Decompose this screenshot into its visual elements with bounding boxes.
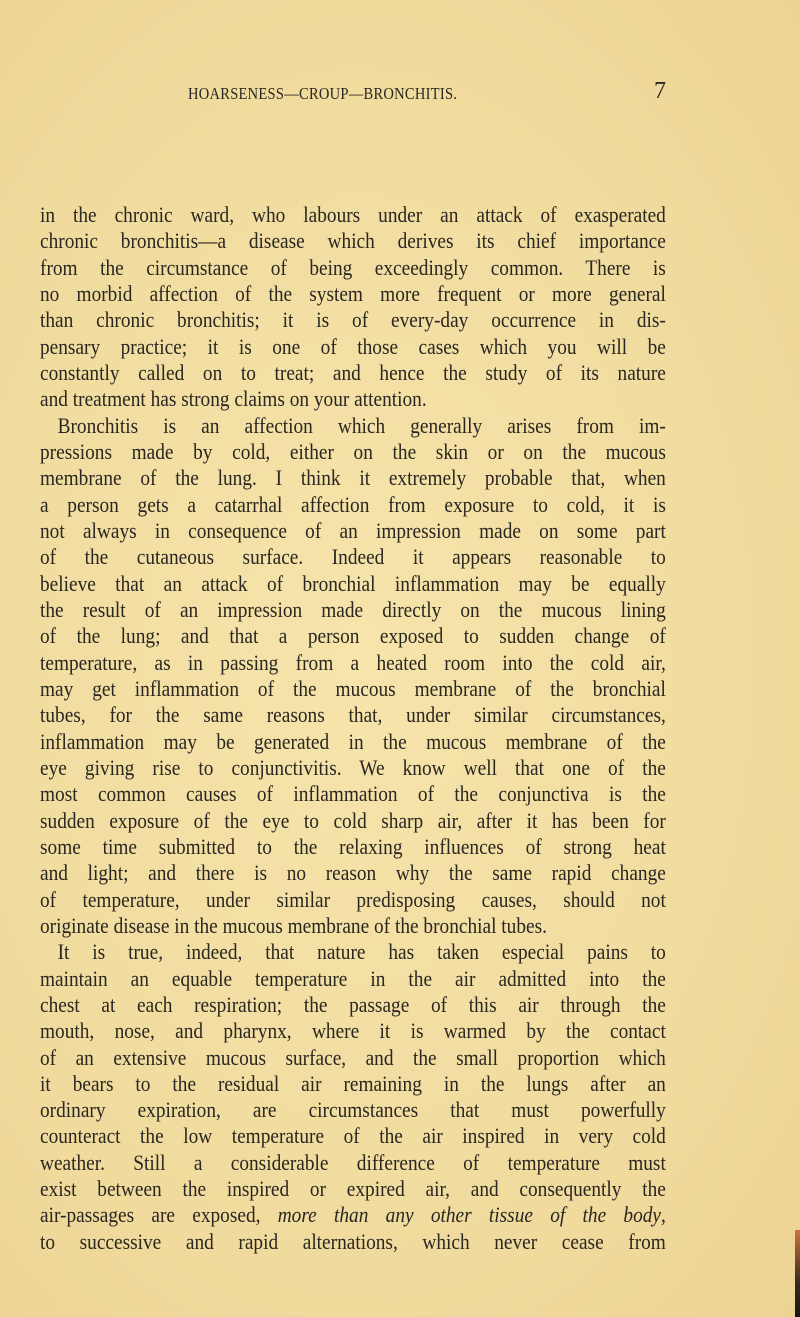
line-text: maintain an equable temperature in the air admitted into the	[40, 965, 666, 991]
text-line-content	[40, 386, 666, 412]
text-line-content	[40, 255, 666, 281]
text-line	[40, 650, 666, 676]
text-line-content	[40, 676, 666, 702]
text-line	[40, 676, 666, 702]
text-line	[40, 1018, 666, 1044]
text-line-content	[40, 939, 666, 965]
text-line	[40, 1150, 666, 1176]
text-line-content	[40, 439, 666, 465]
text-line	[40, 386, 666, 412]
text-line	[40, 623, 666, 649]
text-line	[40, 808, 666, 834]
text-line-content	[40, 518, 666, 544]
text-line-content	[40, 729, 666, 755]
text-line	[40, 1071, 666, 1097]
text-line	[40, 887, 666, 913]
text-line	[40, 255, 666, 281]
body-text	[40, 202, 666, 1255]
text-line	[40, 465, 666, 491]
line-text: weather. Still a considerable difference of temperature must	[40, 1149, 666, 1175]
text-line-content	[40, 992, 666, 1018]
line-text: air-passages are exposed,	[40, 1202, 261, 1228]
text-line-content	[40, 650, 666, 676]
text-line	[40, 966, 666, 992]
text-line	[40, 1045, 666, 1071]
line-text: temperature, as in passing from a heated room into the cold air,	[40, 649, 666, 675]
line-text: and light; and there is no reason why the same rapid change	[40, 860, 666, 886]
line-text: of the cutaneous surface. Indeed it appears reasonable to	[40, 544, 666, 570]
page-header	[0, 78, 800, 108]
text-line-content	[40, 492, 666, 518]
text-line-content	[40, 334, 666, 360]
text-line-content	[40, 966, 666, 992]
text-line	[40, 571, 666, 597]
line-text: the result of an impression made directly on the mucous lining	[40, 596, 666, 622]
text-line	[40, 228, 666, 254]
line-text: Bronchitis is an affection which generally arises from im-	[57, 412, 666, 438]
text-line	[40, 597, 666, 623]
line-text: tubes, for the same reasons that, under similar circumstances,	[40, 702, 666, 728]
text-line-content	[40, 755, 666, 781]
line-text: in the chronic ward, who labours under an attack of exasperated	[40, 202, 666, 227]
text-line	[40, 729, 666, 755]
line-text: to successive and rapid alternations, which never cease from	[40, 1228, 666, 1254]
line-text: a person gets a catarrhal affection from exposure to cold, it is	[40, 491, 666, 517]
text-line-content	[40, 544, 666, 570]
text-line	[40, 307, 666, 333]
text-line-content	[40, 202, 666, 228]
text-line-content	[40, 1202, 666, 1228]
line-text: chest at each respiration; the passage of this air through the	[40, 991, 666, 1017]
text-line	[40, 939, 666, 965]
page-edge	[795, 1230, 800, 1317]
line-text: of temperature, under similar predisposing causes, should not	[40, 886, 666, 912]
text-line-content	[40, 465, 666, 491]
line-text: of an extensive mucous surface, and the small proportion which	[40, 1044, 666, 1070]
running-title: HOARSENESS—CROUP—BRONCHITIS.	[188, 84, 458, 103]
text-line	[40, 413, 666, 439]
page-number: 7	[654, 78, 666, 104]
line-text: chronic bronchitis—a disease which derives its chief importance	[40, 228, 666, 254]
text-line	[40, 281, 666, 307]
text-line	[40, 755, 666, 781]
line-text: originate disease in the mucous membrane of the bronchial tubes.	[40, 912, 547, 938]
text-line	[40, 334, 666, 360]
line-text: eye giving rise to conjunctivitis. We know well that one of the	[40, 754, 666, 780]
line-text: it bears to the residual air remaining in the lungs after an	[40, 1070, 666, 1096]
text-line	[40, 860, 666, 886]
text-line-content	[40, 228, 666, 254]
text-line	[40, 702, 666, 728]
text-line	[40, 1176, 666, 1202]
text-line	[40, 781, 666, 807]
line-text: mouth, nose, and pharynx, where it is warmed by the contact	[40, 1018, 666, 1044]
emphasized-text: more than any other tissue of the body	[277, 1202, 662, 1228]
line-text: ordinary expiration, are circumstances that must powerfully	[40, 1097, 666, 1123]
line-text: counteract the low temperature of the air inspired in very cold	[40, 1123, 666, 1149]
text-line-content	[40, 1045, 666, 1071]
text-line	[40, 834, 666, 860]
text-line-content	[40, 597, 666, 623]
text-line	[40, 518, 666, 544]
text-line-content	[40, 281, 666, 307]
text-line-content	[40, 623, 666, 649]
line-text: pensary practice; it is one of those cases which you will be	[40, 333, 666, 359]
line-text: may get inflammation of the mucous membrane of the bronchial	[40, 675, 666, 701]
text-line-content	[40, 413, 666, 439]
text-line-content	[40, 1123, 666, 1149]
text-line	[40, 439, 666, 465]
text-line	[40, 1229, 666, 1255]
line-text: inflammation may be generated in the mucous membrane of the	[40, 728, 666, 754]
text-line-content	[40, 1097, 666, 1123]
text-line-content	[40, 1071, 666, 1097]
text-line	[40, 544, 666, 570]
text-line	[40, 202, 666, 228]
line-text: exist between the inspired or expired air, and consequently the	[40, 1176, 666, 1202]
line-text: most common causes of inflammation of the conjunctiva is the	[40, 781, 666, 807]
text-line	[40, 360, 666, 386]
punctuation: ,	[661, 1202, 666, 1228]
text-line-content	[40, 702, 666, 728]
text-line	[40, 1123, 666, 1149]
line-text: membrane of the lung. I think it extremely probable that, when	[40, 465, 666, 491]
text-line-content	[40, 834, 666, 860]
text-line	[40, 492, 666, 518]
text-line-content	[40, 913, 666, 939]
line-text: believe that an attack of bronchial inflammation may be equally	[40, 570, 666, 596]
text-line-content	[40, 781, 666, 807]
line-text: constantly called on to treat; and hence the study of its nature	[40, 359, 666, 385]
line-text: of the lung; and that a person exposed to sudden change of	[40, 623, 666, 649]
text-line-content	[40, 307, 666, 333]
text-line-content	[40, 860, 666, 886]
line-text: than chronic bronchitis; it is of every-day occurrence in dis-	[40, 307, 666, 333]
text-line-content	[40, 1229, 666, 1255]
text-line-content	[40, 571, 666, 597]
line-text: some time submitted to the relaxing influences of strong heat	[40, 833, 666, 859]
line-text: It is true, indeed, that nature has taken especial pains to	[57, 939, 666, 965]
line-text: not always in consequence of an impression made on some part	[40, 517, 666, 543]
line-text: and treatment has strong claims on your attention.	[40, 386, 427, 412]
text-line	[40, 913, 666, 939]
text-line	[40, 1097, 666, 1123]
text-line-content	[40, 808, 666, 834]
text-line-content	[40, 887, 666, 913]
text-line	[40, 1202, 666, 1228]
text-line-content	[40, 360, 666, 386]
line-text: sudden exposure of the eye to cold sharp air, after it has been for	[40, 807, 666, 833]
text-line-content	[40, 1018, 666, 1044]
text-line	[40, 992, 666, 1018]
line-text: no morbid affection of the system more frequent or more general	[40, 280, 666, 306]
line-text: pressions made by cold, either on the skin or on the mucous	[40, 438, 666, 464]
line-text: from the circumstance of being exceedingly common. There is	[40, 254, 666, 280]
text-line-content	[40, 1176, 666, 1202]
text-line-content	[40, 1150, 666, 1176]
